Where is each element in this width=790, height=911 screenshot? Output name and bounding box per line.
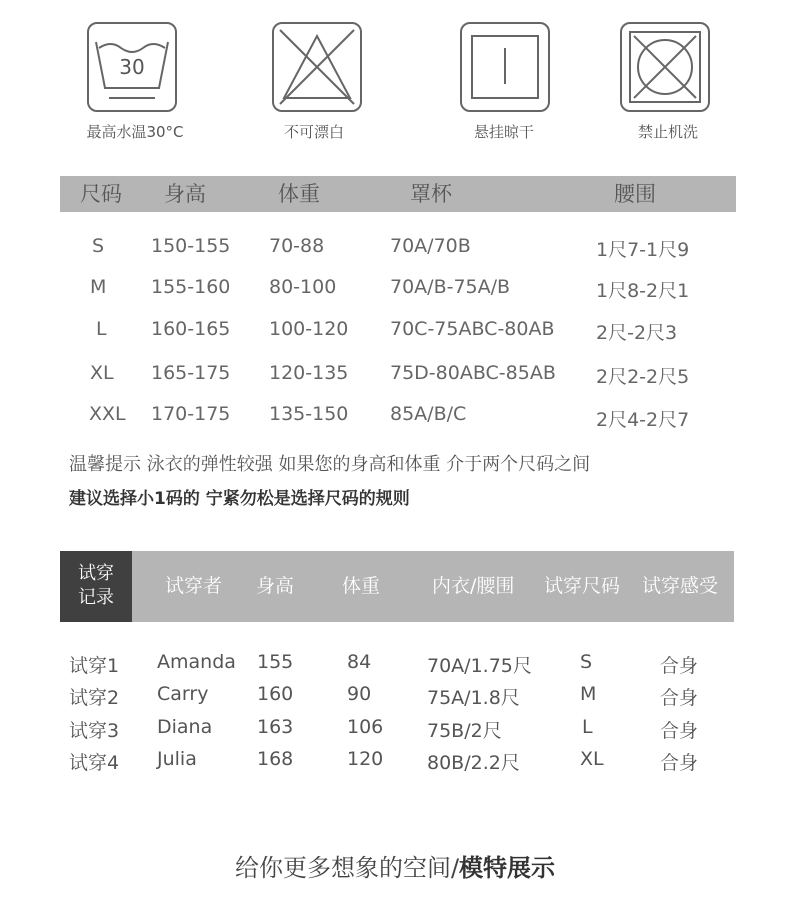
size-rule-text: 建议选择小1码的 宁紧勿松是选择尺码的规则 — [69, 489, 410, 509]
wash-temp-text: 30 — [119, 55, 145, 79]
care-label-wash-temp: 最高水温30°C — [86, 123, 184, 141]
size-cell: XXL — [89, 403, 126, 425]
trial-id-cell: 试穿2 — [69, 687, 120, 709]
tester-weight-cell: 84 — [347, 651, 372, 673]
size-tip-text: 温馨提示 泳衣的弹性较强 如果您的身高和体重 介于两个尺码之间 — [69, 454, 591, 475]
tester-bra-waist-cell: 70A/1.75尺 — [427, 655, 532, 677]
height-cell: 155-160 — [151, 276, 231, 298]
tester-bra-waist-cell: 75A/1.8尺 — [427, 687, 520, 709]
cup-cell: 70A/70B — [390, 235, 471, 257]
tester-bra-waist-cell: 80B/2.2尺 — [427, 752, 520, 774]
trial-table-header — [60, 551, 734, 622]
trial-id-cell: 试穿3 — [69, 720, 120, 742]
tester-feeling-cell: 合身 — [660, 720, 699, 742]
height-cell: 165-175 — [151, 362, 231, 384]
model-showcase-title — [0, 848, 790, 883]
trial-tag-line1: 试穿 — [78, 563, 114, 584]
tester-weight-cell: 90 — [347, 683, 372, 705]
tester-size-cell: M — [580, 683, 597, 705]
trial-id-cell: 试穿1 — [69, 655, 120, 677]
size-table-header — [60, 176, 736, 212]
no-bleach-icon — [272, 22, 362, 112]
tester-size-cell: XL — [580, 748, 604, 770]
waist-cell: 1尺8-2尺1 — [596, 280, 690, 302]
waist-cell: 2尺4-2尺7 — [596, 409, 690, 431]
trial-header-feeling: 试穿感受 — [642, 575, 719, 597]
size-cell: S — [92, 235, 105, 257]
weight-cell: 100-120 — [269, 318, 349, 340]
cup-cell: 70A/B-75A/B — [390, 276, 511, 298]
tester-name-cell: Diana — [157, 716, 213, 738]
trial-header-bra-waist: 内衣/腰围 — [432, 575, 515, 597]
no-machine-wash-icon — [620, 22, 710, 112]
wash-30-icon — [87, 22, 177, 112]
waist-cell: 2尺-2尺3 — [596, 322, 678, 344]
trial-id-cell: 试穿4 — [69, 752, 120, 774]
size-header-size: 尺码 — [80, 182, 122, 206]
trial-header-tester: 试穿者 — [165, 575, 223, 597]
weight-cell: 135-150 — [269, 403, 349, 425]
size-cell: XL — [90, 362, 114, 384]
cup-cell: 75D-80ABC-85AB — [390, 362, 556, 384]
height-cell: 170-175 — [151, 403, 231, 425]
size-header-cup: 罩杯 — [410, 182, 452, 206]
tester-height-cell: 163 — [257, 716, 294, 738]
model-showcase-bold: 模特展示 — [459, 854, 556, 882]
tester-feeling-cell: 合身 — [660, 687, 699, 709]
weight-cell: 70-88 — [269, 235, 325, 257]
height-cell: 160-165 — [151, 318, 231, 340]
hang-dry-icon — [460, 22, 550, 112]
trial-header-height: 身高 — [256, 575, 295, 597]
size-cell: M — [90, 276, 107, 298]
tester-name-cell: Amanda — [157, 651, 236, 673]
model-showcase-prefix: 给你更多想象的空间/ — [234, 854, 460, 882]
tester-size-cell: L — [582, 716, 593, 738]
size-header-weight: 体重 — [278, 182, 320, 206]
trial-tag-line2: 记录 — [78, 587, 114, 608]
care-label-no-bleach: 不可漂白 — [283, 123, 344, 141]
trial-header-trial-size: 试穿尺码 — [544, 575, 621, 597]
tester-height-cell: 155 — [257, 651, 294, 673]
tester-name-cell: Julia — [157, 748, 197, 770]
size-header-waist: 腰围 — [614, 182, 656, 206]
tester-height-cell: 168 — [257, 748, 294, 770]
trial-record-tag-text — [60, 562, 132, 610]
tester-height-cell: 160 — [257, 683, 294, 705]
tester-feeling-cell: 合身 — [660, 655, 699, 677]
cup-cell: 70C-75ABC-80AB — [390, 318, 555, 340]
weight-cell: 120-135 — [269, 362, 349, 384]
waist-cell: 1尺7-1尺9 — [596, 239, 690, 261]
waist-cell: 2尺2-2尺5 — [596, 366, 690, 388]
trial-header-weight: 体重 — [342, 575, 381, 597]
tester-name-cell: Carry — [157, 683, 209, 705]
care-label-hang-dry: 悬挂晾干 — [473, 123, 534, 141]
care-label-no-machine-wash: 禁止机洗 — [637, 123, 698, 141]
weight-cell: 80-100 — [269, 276, 337, 298]
tester-weight-cell: 120 — [347, 748, 384, 770]
trial-record-tag — [60, 551, 132, 622]
tester-bra-waist-cell: 75B/2尺 — [427, 720, 502, 742]
size-cell: L — [96, 318, 107, 340]
cup-cell: 85A/B/C — [390, 403, 467, 425]
height-cell: 150-155 — [151, 235, 231, 257]
size-header-height: 身高 — [164, 182, 206, 206]
tester-weight-cell: 106 — [347, 716, 384, 738]
tester-feeling-cell: 合身 — [660, 752, 699, 774]
tester-size-cell: S — [580, 651, 593, 673]
